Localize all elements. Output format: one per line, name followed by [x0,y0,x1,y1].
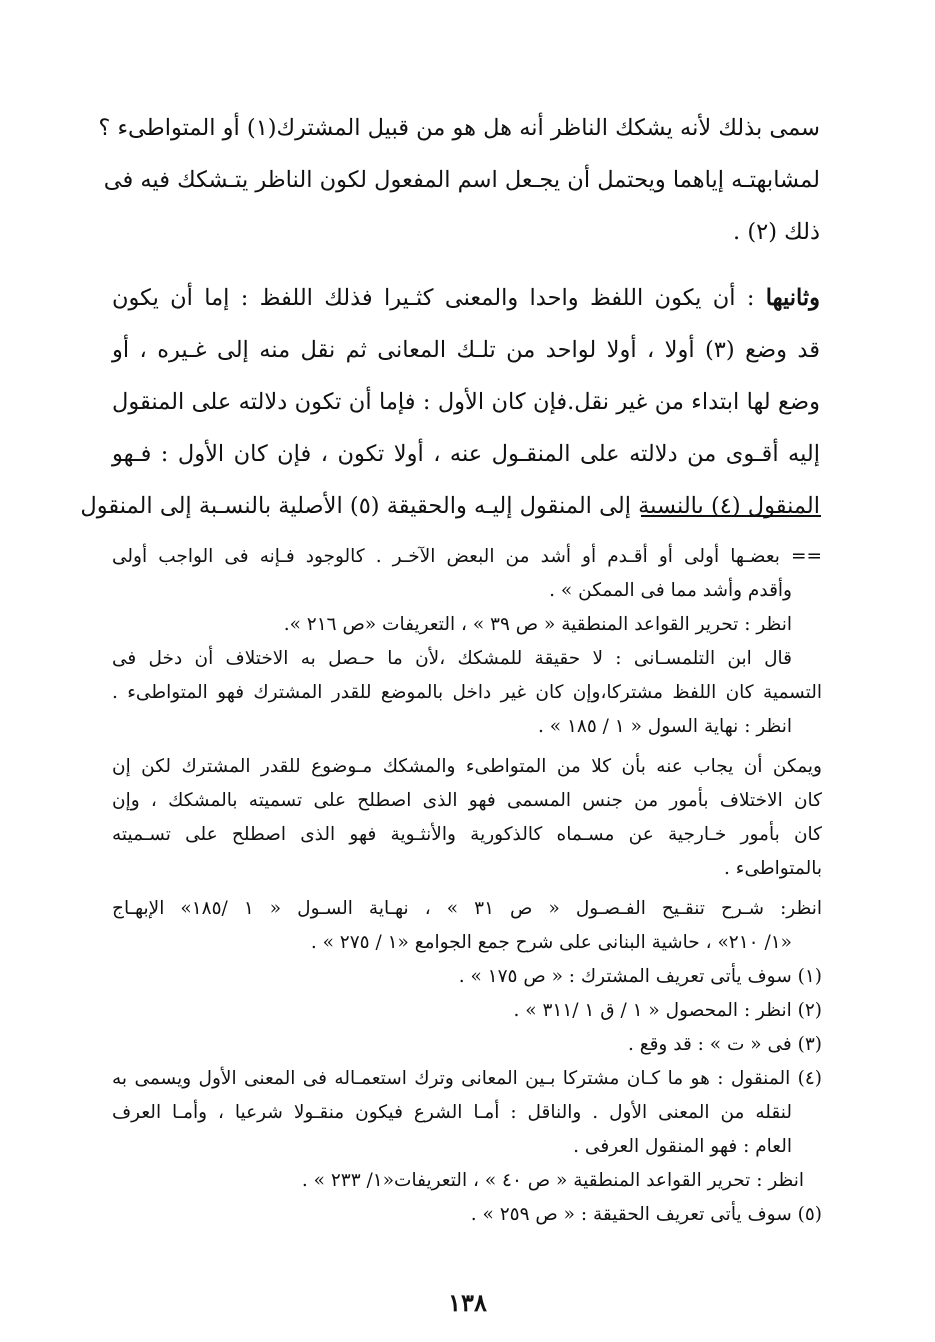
body-line: إليه أقـوى من دلالته على المنقـول عنه ، أولا تكون ، فإن كان الأول : فـهو [112,441,820,467]
body-line: لمشابهتـه إياهما ويحتمل أن يجـعل اسم المفعول لكون الناظر يتـشكك فيه فى [103,167,820,193]
footnote-line: كان الاختلاف بأمور من جنس المسمى فهو الذى اصطلح على تسميته بالمشكك ، وإن [112,790,822,811]
footnote-3: (٣) فى « ت » : قد وقع . [627,1034,822,1055]
footnote-line: ويمكن أن يجاب عنه بأن كلا من المتواطىء والمشكك مـوضوع للقدر المشترك لكن إن [112,756,822,777]
footnote-line: التسمية كان اللفظ مشتركا،وإن كان غير داخل بالموضع للقدر المشترك فهو المتواطىء . [112,682,822,703]
body-line: قد وضع (٣) أولا ، أولا لواحد من تلـك المعانى ثم نقل منه إلى غـيره ، أو [112,337,820,363]
body-line: وضع لها ابتداء من غير نقل.فإن كان الأول : فإما أن تكون دلالته على المنقول [112,389,820,415]
footnote-line: العام : فهو المنقول العرفى . [573,1136,792,1157]
footnote-line: بالمتواطىء . [723,858,822,879]
section-lead-word: وثانيها [765,285,820,311]
footnote-reference: انظر : تحرير القواعد المنطقية « ص ٤٠ » ، التعريفات«١/ ٢٣٣ » . [301,1170,804,1191]
footnote-line: وأقدم وأشد مما فى الممكن » . [549,580,792,601]
main-text [80,102,820,532]
footnote-5: (٥) سوف يأتى تعريف الحقيقة : « ص ٢٥٩ » . [470,1204,822,1225]
footnote-1: (١) سوف يأتى تعريف المشترك : « ص ١٧٥ » . [458,966,822,987]
body-line-text: : أن يكون اللفظ واحدا والمعنى كثـيرا فذلك اللفظ : إما أن يكون [112,285,766,311]
footnote-line: قال ابن التلمسـانى : لا حقيقة للمشكك ،لأن ما حـصل به الاختلاف أن دخل فى [112,648,792,669]
body-line: ذلك (٢) . [733,219,820,245]
footnotes [112,540,822,1232]
footnote-2: (٢) انظر : المحصول « ١ / ق ١ /٣١١ » . [513,1000,822,1021]
footnote-line: == بعضـها أولى أو أقـدم أو أشد من البعض الآخـر . كالوجود فـإنه فى الواجب أولى [112,546,822,567]
footnote-reference: انظر : تحرير القواعد المنطقية « ص ٣٩ » ، التعريفات «ص ٢١٦ ». [283,614,792,635]
page-number: ١٣٨ [448,1288,487,1317]
footnote-separator [641,515,821,517]
footnote-reference: انظر: شـرح تنقـيح الفـصـول « ص ٣١ » ، نهـاية السـول « ١ /١٨٥» الإبهـاج [112,898,822,919]
footnote-4: (٤) المنقول : هو ما كـان مشتركا بـين المعانى وترك استعمـاله فى المعنى الأول ويسمى به [112,1068,822,1089]
body-line: سمى بذلك لأنه يشكك الناظر أنه هل هو من قبيل المشترك(١) أو المتواطىء ؟ [98,115,820,141]
body-line: المنقول (٤) بالنسبة إلى المنقول إليـه والحقيقة (٥) الأصلية بالنسـبة إلى المنقول [80,493,820,519]
footnote-line: كان بأمور خـارجية عن مسـماه كالذكورية والأنثـوية فهو الذى اصطلح على تسـميته [112,824,822,845]
footnote-line: لنقله من المعنى الأول . والناقل : أمـا الشرع فيكون منقـولا شرعيا ، وأمـا العرف [112,1102,792,1123]
footnote-reference: انظر : نهاية السول « ١ / ١٨٥ » . [537,716,792,737]
body-line [112,272,820,324]
footnote-reference: «١/ ٢١٠» ، حاشية البنانى على شرح جمع الجوامع «١ / ٢٧٥ » . [310,932,792,953]
